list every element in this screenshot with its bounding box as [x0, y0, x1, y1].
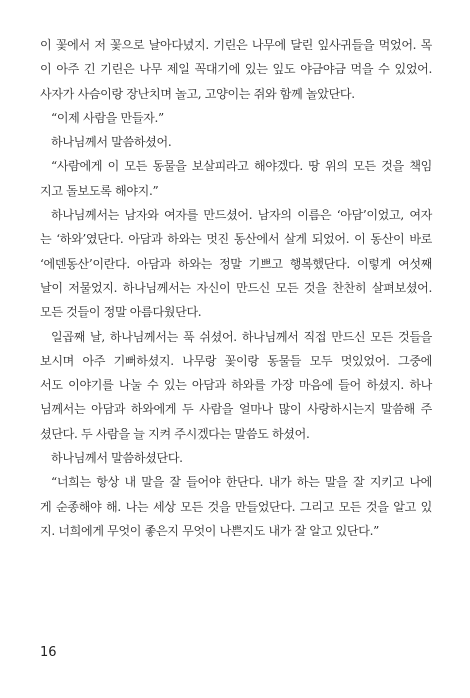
text-line: 서도 이야기를 나눌 수 있는 아담과 하와를 가장 마음에 들어 하셨지. 하나	[40, 378, 432, 393]
text-line: 하나님께서는 남자와 여자를 만드셨어. 남자의 이름은 ‘아담’이었고, 여자	[51, 208, 432, 223]
text-line: 지. 너희에게 무엇이 좋은지 무엇이 나쁜지도 내가 잘 알고 있단다.”	[40, 523, 379, 538]
text-line: 사자가 사슴이랑 장난치며 놀고, 고양이는 쥐와 함께 놀았단다.	[40, 86, 355, 101]
body-text	[40, 33, 432, 543]
text-line: 이 아주 긴 기린은 나무 제일 꼭대기에 있는 잎도 야금야금 먹을 수 있었어.	[40, 62, 432, 77]
text-line: 셨단다. 두 사람을 늘 지켜 주시겠다는 말씀도 하셨어.	[40, 426, 310, 441]
text-line: 게 순종해야 해. 나는 세상 모든 것을 만들었단다. 그리고 모든 것을 알고 있	[40, 499, 432, 514]
text-line: 는 ‘하와’였단다. 아담과 하와는 멋진 동산에서 살게 되었어. 이 동산이 바로	[40, 232, 432, 247]
text-line: 일곱째 날, 하나님께서는 푹 쉬셨어. 하나님께서 직접 만드신 모든 것들을	[51, 329, 432, 344]
text-line: 모든 것들이 정말 아름다웠단다.	[40, 305, 202, 320]
text-line: 보시며 아주 기뻐하셨지. 나무랑 꽃이랑 동물들 모두 멋있었어. 그중에	[40, 353, 432, 368]
text-line: ‘에덴동산’이란다. 아담과 하와는 정말 기쁘고 행복했단다. 이렇게 여섯째	[40, 256, 432, 271]
text-line: 지고 돌보도록 해야지.”	[40, 183, 159, 198]
text-line: “너희는 항상 내 말을 잘 들어야 한단다. 내가 하는 말을 잘 지키고 나에	[51, 475, 432, 490]
text-line: 이 꽃에서 저 꽃으로 날아다녔지. 기린은 나무에 달린 잎사귀들을 먹었어. 목	[40, 38, 432, 52]
text-line: 하나님께서 말씀하셨어.	[51, 135, 172, 150]
text-line: “사람에게 이 모든 동물을 보살피라고 해야겠다. 땅 위의 모든 것을 책임	[51, 159, 432, 174]
text-line: “이제 사람을 만들자.”	[51, 110, 164, 125]
text-line: 날이 저물었지. 하나님께서는 자신이 만드신 모든 것을 찬찬히 살펴보셨어.	[40, 280, 432, 295]
text-line: 하나님께서 말씀하셨단다.	[51, 451, 183, 466]
page-number: 16	[40, 645, 57, 660]
text-line: 님께서는 아담과 하와에게 두 사람을 얼마나 많이 사랑하시는지 말씀해 주	[40, 402, 432, 417]
